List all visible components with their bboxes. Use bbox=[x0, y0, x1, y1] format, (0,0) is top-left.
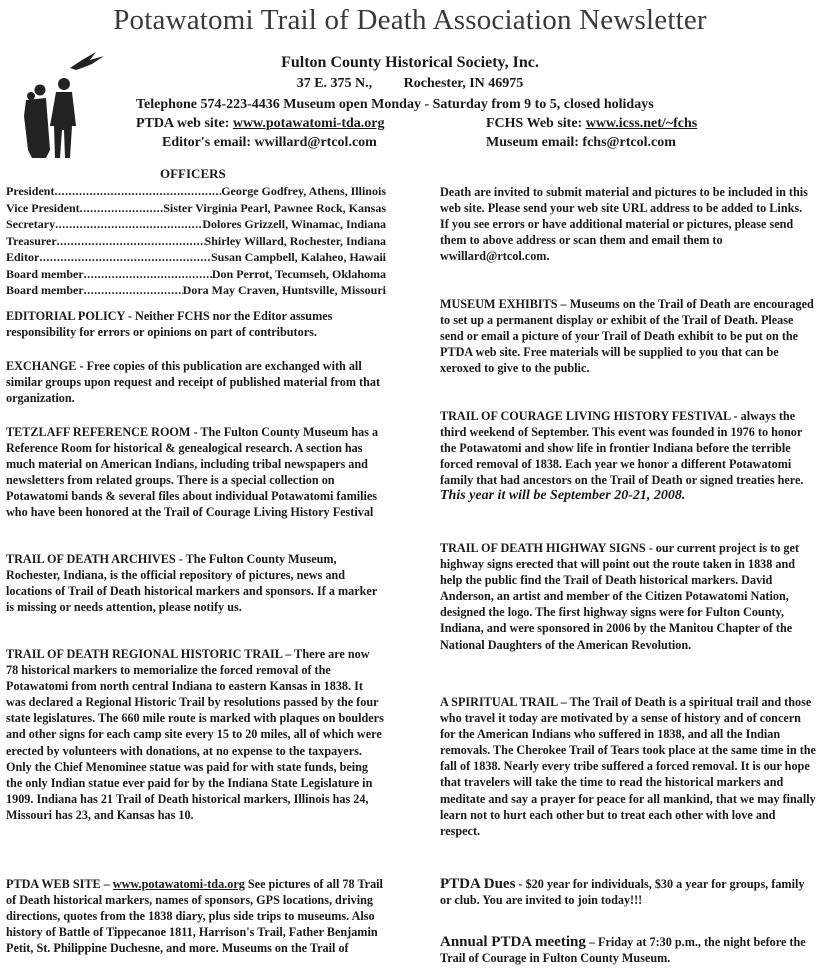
dues-section bbox=[440, 876, 816, 908]
website-continued-section bbox=[440, 184, 816, 264]
tetzlaff-heading: TETZLAFF REFERENCE ROOM bbox=[6, 425, 191, 439]
website-heading: PTDA WEB SITE bbox=[6, 877, 101, 891]
officer-name: Sister Virginia Pearl, Pawnee Rock, Kansas bbox=[163, 200, 386, 215]
street-address: 37 E. 375 N., bbox=[296, 76, 373, 91]
city-address: Rochester, IN 46975 bbox=[403, 76, 524, 91]
editor-email[interactable]: wwillard@rtcol.com bbox=[254, 135, 377, 150]
trail-of-death-logo bbox=[12, 46, 104, 162]
courage-festival-section bbox=[440, 408, 816, 505]
officer-row bbox=[6, 183, 386, 200]
fchs-web-link[interactable]: www.icss.net/~fchs bbox=[585, 116, 698, 131]
officer-role: Board member bbox=[6, 266, 84, 281]
annual-meeting-section bbox=[440, 934, 816, 966]
regional-body: – There are now 78 historical markers to memorialize the forced removal of the Potawatomi from north central Indiana to eastern Kansas in 1838. It was declared a Regional Historic Trail by resolutions passed by the four state legislatures. The 660 mile route is marked with plaques on boulders and other signs for each camp site every 15 to 20 miles, all of which were erected by volunteers with donations, at no expense to the taxpayers. Only the Chief Menominee statue was paid for with state funds, being the only Indian statue ever paid for by the Indiana State Legislature in 1909. Indiana has 21 Trail of Death historical markers, Illinois has 24, Missouri has 23, and Kansas has 10. bbox=[6, 647, 384, 822]
ptda-web-label: PTDA web site: bbox=[136, 116, 233, 131]
officer-name: George Godfrey, Athens, Illinois bbox=[221, 184, 386, 198]
officer-row bbox=[6, 249, 386, 266]
officer-row bbox=[6, 282, 386, 299]
website-link[interactable]: www.potawatomi-tda.org bbox=[112, 877, 245, 891]
exchange-heading: EXCHANGE bbox=[6, 359, 77, 373]
signs-heading: TRAIL OF DEATH HIGHWAY SIGNS bbox=[440, 541, 646, 555]
highway-signs-section bbox=[440, 540, 816, 653]
society-address bbox=[110, 76, 710, 92]
exhibits-body: – Museums on the Trail of Death are encouraged to set up a permanent display or exhibit of the Trail of Death. Please send or email a picture of your Trail of Death exhibit to be put on the PTDA web site. Free materials will be supplied to you that can be xeroxed to give to the public. bbox=[440, 297, 814, 376]
tetzlaff-body: - The Fulton County Museum has a Reference Room for historical & genealogical research. A section has much material on American Indians, including tribal newspapers and newsletters from related groups. There is a special collection on Potawatomi bands & several files about individual Potawatomi families who have been honored at the Trail of Courage Living History Festival bbox=[6, 425, 379, 520]
officer-row bbox=[6, 200, 386, 217]
fchs-web-label: FCHS Web site: bbox=[486, 116, 586, 131]
officer-name: Shirley Willard, Rochester, Indiana bbox=[204, 233, 386, 248]
meeting-heading: Annual PTDA meeting bbox=[440, 934, 586, 950]
tetzlaff-section bbox=[6, 424, 384, 521]
editorial-heading: EDITORIAL POLICY bbox=[6, 309, 125, 323]
signs-body: - our current project is to get highway signs erected that will point out the route taken in 1838 and help the public find the Trail of Death historical markers. David Anderson, an artist and member of the Citizen Potawatomi Nation, designed the logo. The first highway signs were for Fulton County, Indiana, and were sponsored in 2006 by the Manitou Chapter of the National Daughters of the American Revolution. bbox=[440, 541, 799, 652]
museum-exhibits-section bbox=[440, 296, 816, 376]
website-section bbox=[6, 876, 384, 956]
newsletter-masthead: Potawatomi Trail of Death Association Newsletter bbox=[113, 4, 707, 36]
dues-heading: PTDA Dues bbox=[440, 876, 516, 892]
archives-heading: TRAIL OF DEATH ARCHIVES bbox=[6, 552, 176, 566]
officer-role: Secretary bbox=[6, 217, 56, 231]
regional-heading: TRAIL OF DEATH REGIONAL HISTORIC TRAIL bbox=[6, 647, 283, 661]
ptda-web-link[interactable]: www.potawatomi-tda.org bbox=[232, 116, 385, 131]
courage-heading: TRAIL OF COURAGE LIVING HISTORY FESTIVAL bbox=[440, 409, 731, 423]
officer-name: Susan Campbell, Kalaheo, Hawaii bbox=[210, 250, 386, 264]
regional-trail-section bbox=[6, 646, 384, 823]
officers-title: OFFICERS bbox=[160, 166, 226, 181]
society-name: Fulton County Historical Society, Inc. bbox=[281, 54, 539, 71]
officer-row bbox=[6, 266, 386, 283]
spiritual-trail-section bbox=[440, 694, 816, 839]
officer-role: President bbox=[6, 184, 55, 198]
meeting-body: – Friday at 7:30 p.m., the night before the Trail of Courage in Fulton County Museum. bbox=[440, 935, 806, 966]
spiritual-body: – The Trail of Death is a spiritual trail and those who travel it today are motivated by a sense of history and of concern for the American Indians who suffered in 1838, and all the Indian removals. The Cherokee Trail of Tears took place at the same time in the fall of 1838. Nearly every tribe suffered a forced removal. It is our hope that travelers will take the time to read the historical markers and meditate and say a prayer for peace for all mankind, that we may finally learn not to hurt each other but to treat each other with love and respect. bbox=[440, 695, 816, 838]
officer-role: Board member bbox=[6, 283, 84, 297]
officers-list bbox=[6, 183, 386, 299]
websites-line bbox=[136, 116, 698, 132]
phone-hours-line: Telephone 574-223-4436 Museum open Monday - Saturday from 9 to 5, closed holidays bbox=[136, 97, 654, 112]
officer-row bbox=[6, 216, 386, 233]
website-dash: – bbox=[100, 877, 113, 891]
exchange-body: - Free copies of this publication are exchanged with all similar groups upon request and receipt of published material from that organization. bbox=[6, 359, 381, 406]
officer-name: Don Perrot, Tecumseh, Oklahoma bbox=[211, 266, 386, 281]
courage-date: This year it will be September 20-21, 2008. bbox=[440, 488, 686, 504]
dues-body: - $20 year for individuals, $30 a year for groups, family or club. You are invited to join today!!! bbox=[440, 877, 805, 908]
museum-email[interactable]: Museum email: fchs@rtcol.com bbox=[486, 135, 676, 150]
editor-email-label: Editor's email: bbox=[162, 135, 255, 150]
officer-role: Editor bbox=[6, 250, 40, 264]
exchange-section bbox=[6, 358, 384, 406]
website-body: See pictures of all 78 Trail of Death historical markers, names of sponsors, GPS locations, driving directions, quotes from the 1838 diary, plus side trips to museums. Also history of Battle of Tippecanoe 1811, Harrison's Trail, Father Benjamin Petit, St. Philippine Duchesne, and more. Museums on the Trail of bbox=[6, 877, 383, 956]
archives-body: - The Fulton County Museum, Rochester, Indiana, is the official repository of pictures, news and locations of Trail of Death historical markers and sponsors. If a marker is missing or needs attention, please notify us. bbox=[6, 552, 378, 615]
website-continued-body: Death are invited to submit material and pictures to be included in this web site. Please send your web site URL address to be added to Links. bbox=[440, 185, 808, 216]
exhibits-heading: MUSEUM EXHIBITS bbox=[440, 297, 558, 311]
courage-body: - always the third weekend of September. This event was founded in 1976 to honor the Potawatomi and show life in frontier Indiana before the terrible forced removal of 1838. Each year we honor a different Potawatomi family that had ancestors on the Trail of Death or signed treaties here. bbox=[440, 409, 804, 488]
spiritual-heading: A SPIRITUAL TRAIL bbox=[440, 695, 558, 709]
officer-role: Vice President bbox=[6, 200, 80, 215]
officer-role: Treasurer bbox=[6, 233, 57, 248]
officer-name: Dolores Grizzell, Winamac, Indiana bbox=[202, 217, 386, 231]
website-continued-body-2: If you see errors or have additional material or pictures, please send them to above address or scan them and email them to wwillard@rtcol.com. bbox=[440, 217, 794, 264]
archives-section bbox=[6, 551, 384, 615]
editorial-body: - Neither FCHS nor the Editor assumes responsibility for errors or opinions on part of contributors. bbox=[6, 309, 333, 340]
emails-line bbox=[162, 135, 676, 151]
editorial-policy-section bbox=[6, 308, 384, 340]
officer-name: Dora May Craven, Huntsville, Missouri bbox=[182, 283, 386, 297]
officer-row bbox=[6, 233, 386, 250]
